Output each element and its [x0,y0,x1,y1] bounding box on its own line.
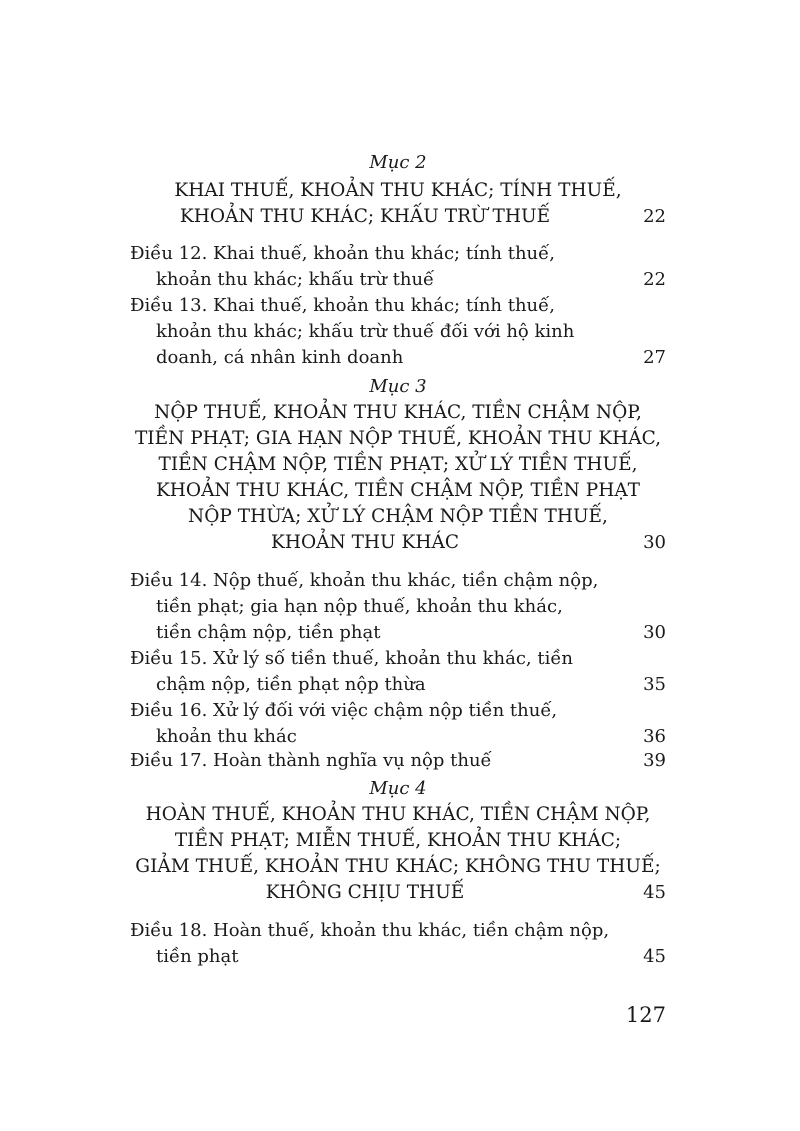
section-4-title-line-2: TIỀN PHẠT; MIỄN THUẾ, KHOẢN THU KHÁC; [174,830,622,851]
article-13-line-1: Điều 13. Khai thuế, khoản thu khác; tính thuế, [130,295,555,316]
section-3-title-line-1: NỘP THUẾ, KHOẢN THU KHÁC, TIỀN CHẬM NỘP, [154,402,642,423]
article-17-row [130,748,666,774]
article-15-page-number: 35 [643,674,666,695]
section-3-title-line-3: TIỀN CHẬM NỘP, TIỀN PHẠT; XỬ LÝ TIỀN THUẾ, [158,454,638,475]
article-13-line-2: khoản thu khác; khấu trừ thuế đối với hộ kinh [156,321,575,342]
article-14-row [130,620,666,646]
section-2-title-line-2: KHOẢN THU KHÁC; KHẤU TRỪ THUẾ [179,206,551,227]
article-16-line-2: khoản thu khác [156,726,297,747]
section-3-page-number: 30 [643,532,666,553]
section-4-title-line-1: HOÀN THUẾ, KHOẢN THU KHÁC, TIỀN CHẬM NỘP, [145,804,651,825]
section-4-title-line-4: KHÔNG CHỊU THUẾ [265,882,465,903]
article-15-line-2: chậm nộp, tiền phạt nộp thừa [156,674,426,695]
section-3-label: Mục 3 [369,376,427,397]
section-3-title-row [130,530,666,556]
article-14-line-2: tiền phạt; gia hạn nộp thuế, khoản thu khác, [156,596,563,617]
section-3-title-line-5: NỘP THỪA; XỬ LÝ CHẬM NỘP TIỀN THUẾ, [188,506,608,527]
article-13-row [130,345,666,371]
article-16-page-number: 36 [643,726,666,747]
section-4-page-number: 45 [643,882,666,903]
article-18-line-2: tiền phạt [156,946,239,967]
section-2-label: Mục 2 [369,152,427,173]
section-3-title-line-2: TIỀN PHẠT; GIA HẠN NỘP THUẾ, KHOẢN THU KHÁC, [134,428,662,449]
article-18-page-number: 45 [643,946,666,967]
article-14-page-number: 30 [643,622,666,643]
article-12-row [130,267,666,293]
article-12-line-2: khoản thu khác; khấu trừ thuế [156,269,435,290]
article-16-row [130,724,666,750]
article-17-page-number: 39 [643,750,666,771]
section-3-title-line-4: KHOẢN THU KHÁC, TIỀN CHẬM NỘP, TIỀN PHẠT [155,480,641,501]
article-14-line-3: tiền chậm nộp, tiền phạt [156,622,381,643]
article-15-row [130,672,666,698]
article-18-line-1: Điều 18. Hoàn thuế, khoản thu khác, tiền chậm nộp, [130,920,610,941]
section-4-title-row [130,880,666,906]
article-12-page-number: 22 [643,269,666,290]
article-15-line-1: Điều 15. Xử lý số tiền thuế, khoản thu khác, tiền [130,648,574,669]
article-13-page-number: 27 [643,347,666,368]
section-2-title-row [130,204,666,230]
article-17-line-1: Điều 17. Hoàn thành nghĩa vụ nộp thuế [130,750,492,771]
section-2-title-line-1: KHAI THUẾ, KHOẢN THU KHÁC; TÍNH THUẾ, [174,180,622,201]
article-13-line-3: doanh, cá nhân kinh doanh [156,347,404,368]
article-18-row [130,944,666,970]
section-2-page-number: 22 [643,206,666,227]
section-3-title-line-6: KHOẢN THU KHÁC [271,532,459,553]
section-4-label: Mục 4 [369,778,427,799]
page-number: 127 [625,1003,666,1027]
section-4-title-line-3: GIẢM THUẾ, KHOẢN THU KHÁC; KHÔNG THU THUẾ; [135,856,661,877]
article-16-line-1: Điều 16. Xử lý đối với việc chậm nộp tiền thuế, [130,700,558,721]
article-14-line-1: Điều 14. Nộp thuế, khoản thu khác, tiền chậm nộp, [130,570,599,591]
article-12-line-1: Điều 12. Khai thuế, khoản thu khác; tính thuế, [130,243,555,264]
